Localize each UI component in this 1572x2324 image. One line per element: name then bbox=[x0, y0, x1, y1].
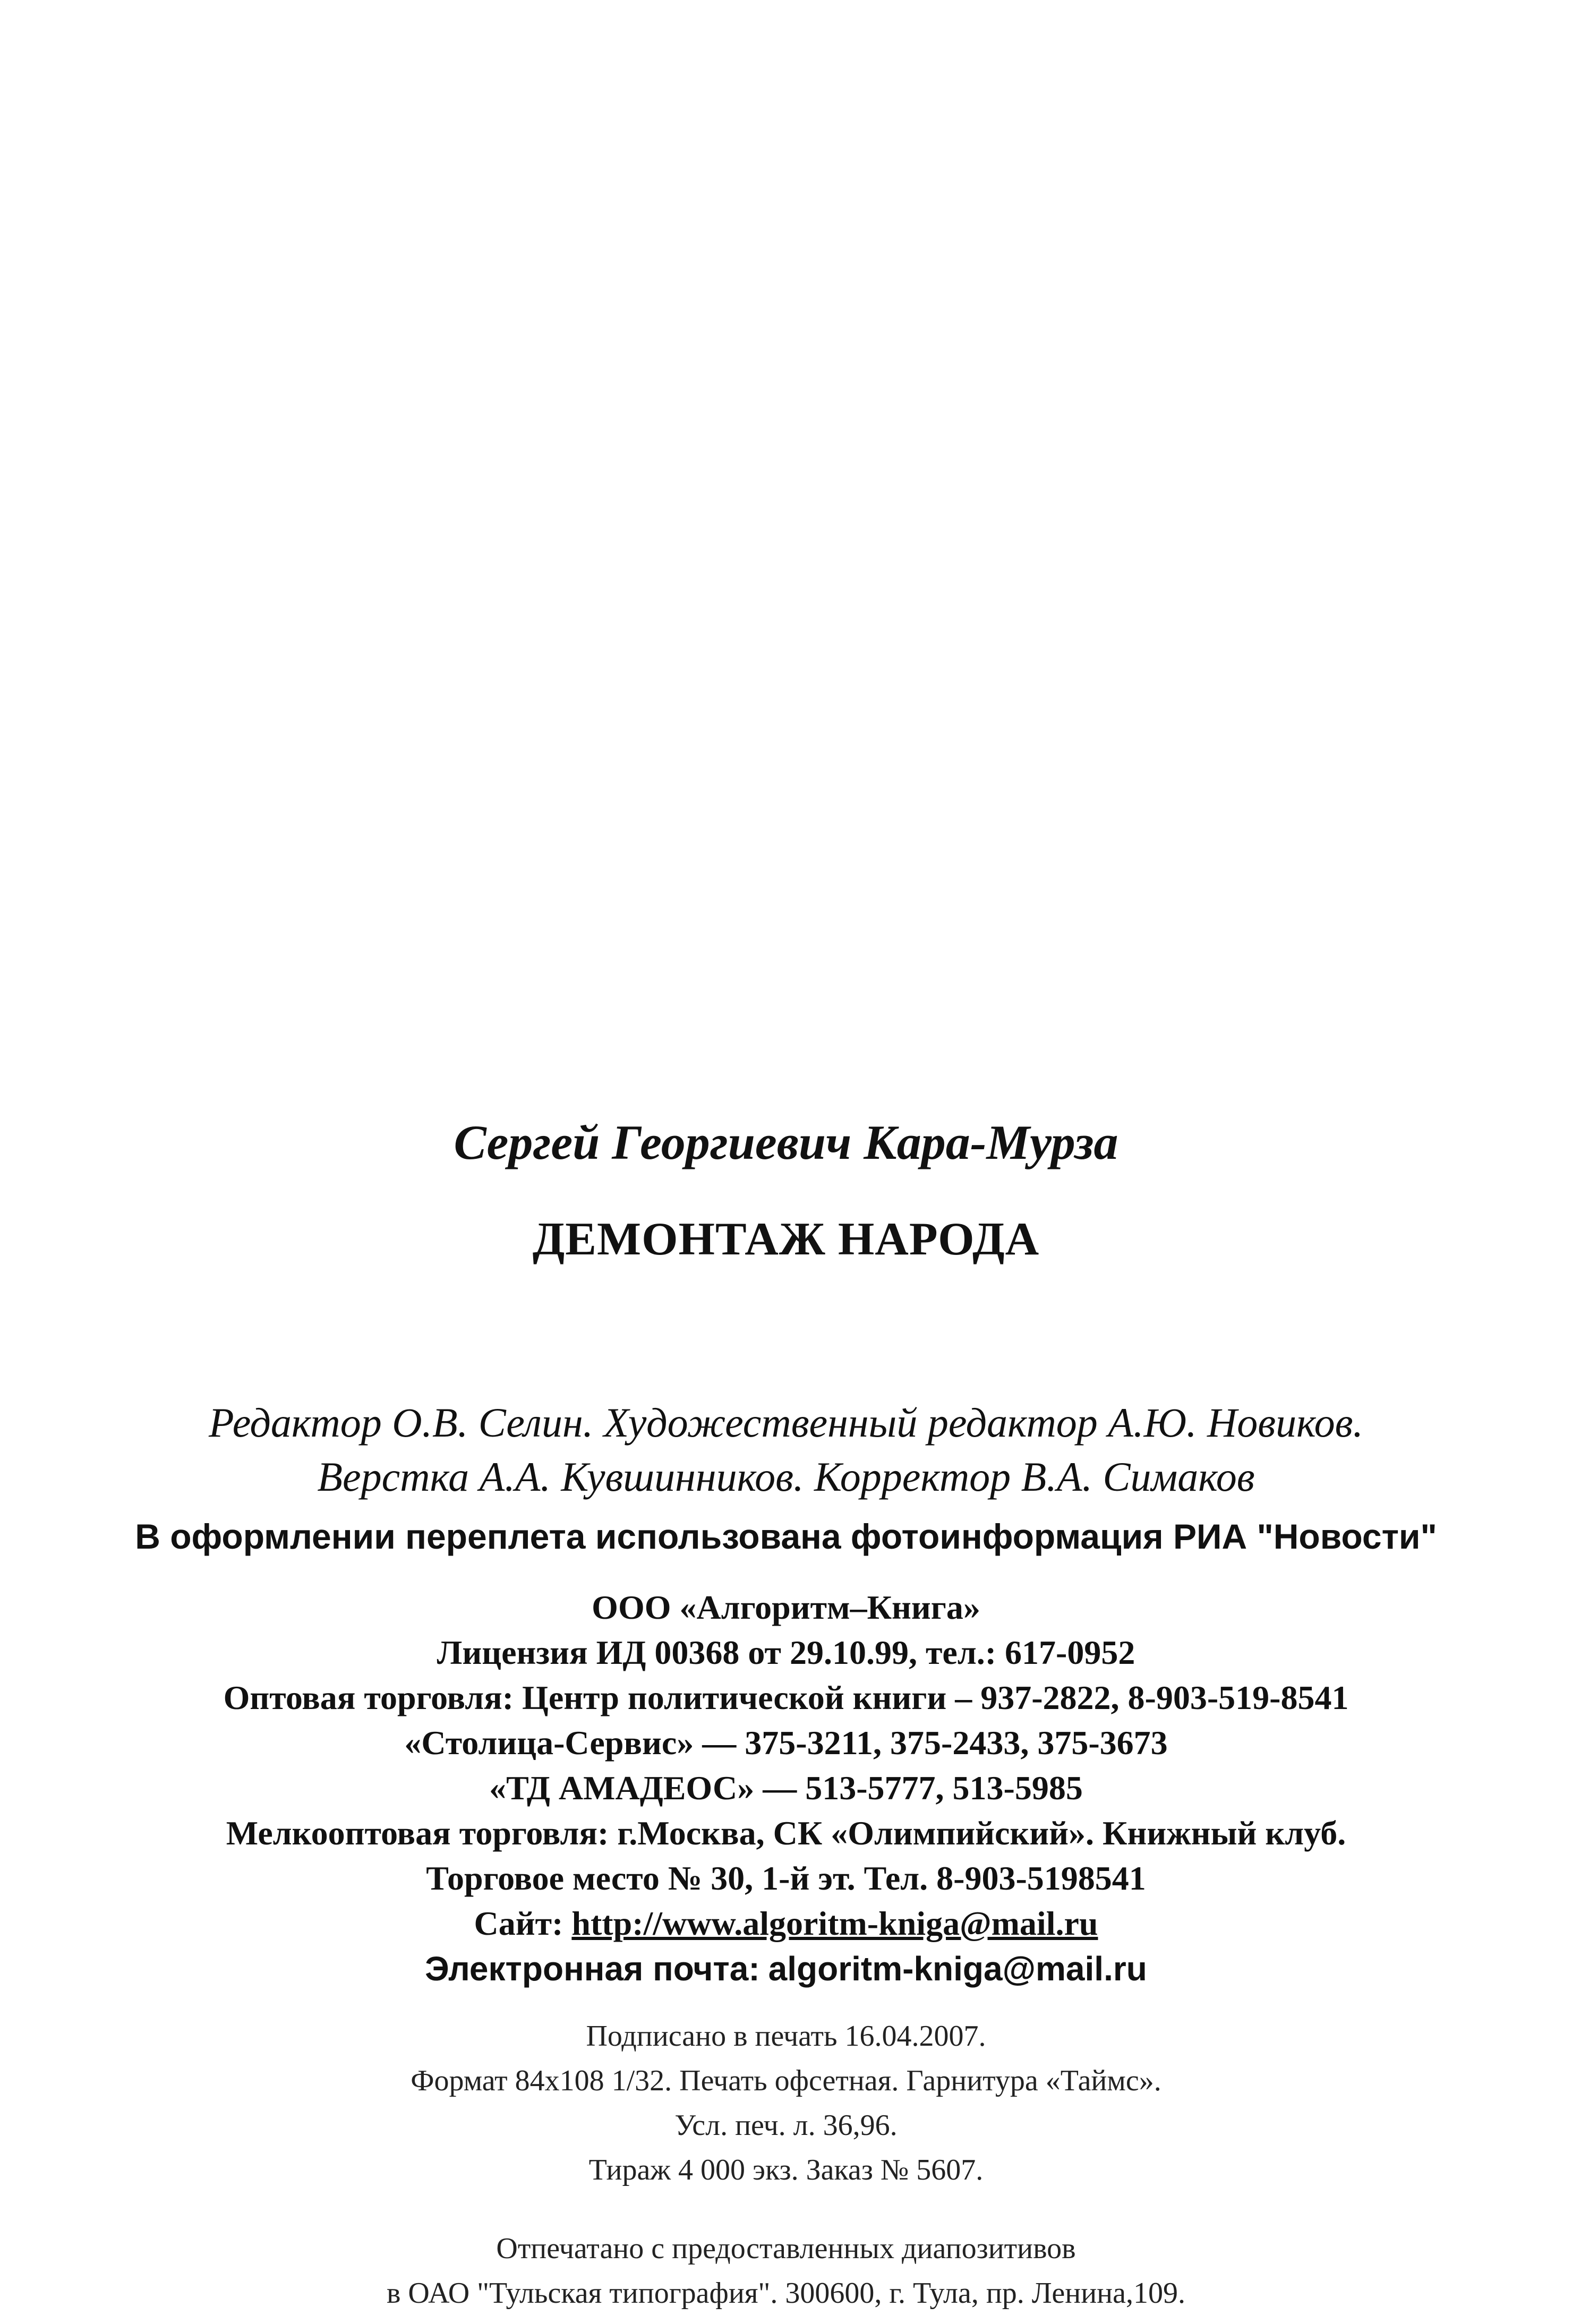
small-wholesale-info: Мелкооптовая торговля: г.Москва, СК «Олимпийский». Книжный клуб. bbox=[226, 1814, 1346, 1852]
signed-to-print: Подписано в печать 16.04.2007. bbox=[586, 2020, 986, 2053]
site-label: Сайт: bbox=[474, 1904, 563, 1942]
trade-place-info: Торговое место № 30, 1-й эт. Тел. 8-903-5198541 bbox=[426, 1859, 1146, 1897]
wholesale-amadeos: «ТД АМАДЕОС» — 513-5777, 513-5985 bbox=[489, 1769, 1083, 1807]
printer-line-2: в ОАО "Тульская типография". 300600, г. Тула, пр. Ленина,109. bbox=[386, 2277, 1185, 2310]
email-address: algoritm-kniga@mail.ru bbox=[768, 1950, 1147, 1988]
format-info: Формат 84x108 1/32. Печать офсетная. Гарнитура «Таймс». bbox=[411, 2064, 1161, 2097]
site-line bbox=[0, 1904, 1572, 1942]
site-link[interactable]: http://www.algoritm-kniga@mail.ru bbox=[571, 1904, 1098, 1942]
cover-photo-note: В оформлении переплета использована фотоинформация РИА "Новости" bbox=[135, 1517, 1437, 1556]
printed-sheets: Усл. печ. л. 36,96. bbox=[674, 2109, 898, 2142]
publisher-name: ООО «Алгоритм–Книга» bbox=[592, 1588, 980, 1626]
email-label: Электронная почта: bbox=[425, 1950, 760, 1988]
wholesale-stolitsa: «Столица-Сервис» — 375-3211, 375-2433, 375-3673 bbox=[404, 1724, 1168, 1762]
email-line bbox=[0, 1952, 1572, 1986]
author-name: Сергей Георгиевич Кара-Мурза bbox=[454, 1115, 1118, 1169]
print-run: Тираж 4 000 экз. Заказ № 5607. bbox=[588, 2154, 984, 2186]
publisher-license: Лицензия ИД 00368 от 29.10.99, тел.: 617-0952 bbox=[437, 1634, 1135, 1671]
wholesale-info: Оптовая торговля: Центр политической книги – 937-2822, 8-903-519-8541 bbox=[223, 1679, 1349, 1716]
printer-line-1: Отпечатано с предоставленных диапозитивов bbox=[496, 2232, 1076, 2265]
book-title: ДЕМОНТАЖ НАРОДА bbox=[532, 1214, 1040, 1265]
credits-line-editors: Редактор О.В. Селин. Художественный редактор А.Ю. Новиков. bbox=[208, 1399, 1364, 1446]
credits-line-layout: Верстка А.А. Кувшинников. Корректор В.А. Симаков bbox=[317, 1454, 1255, 1500]
